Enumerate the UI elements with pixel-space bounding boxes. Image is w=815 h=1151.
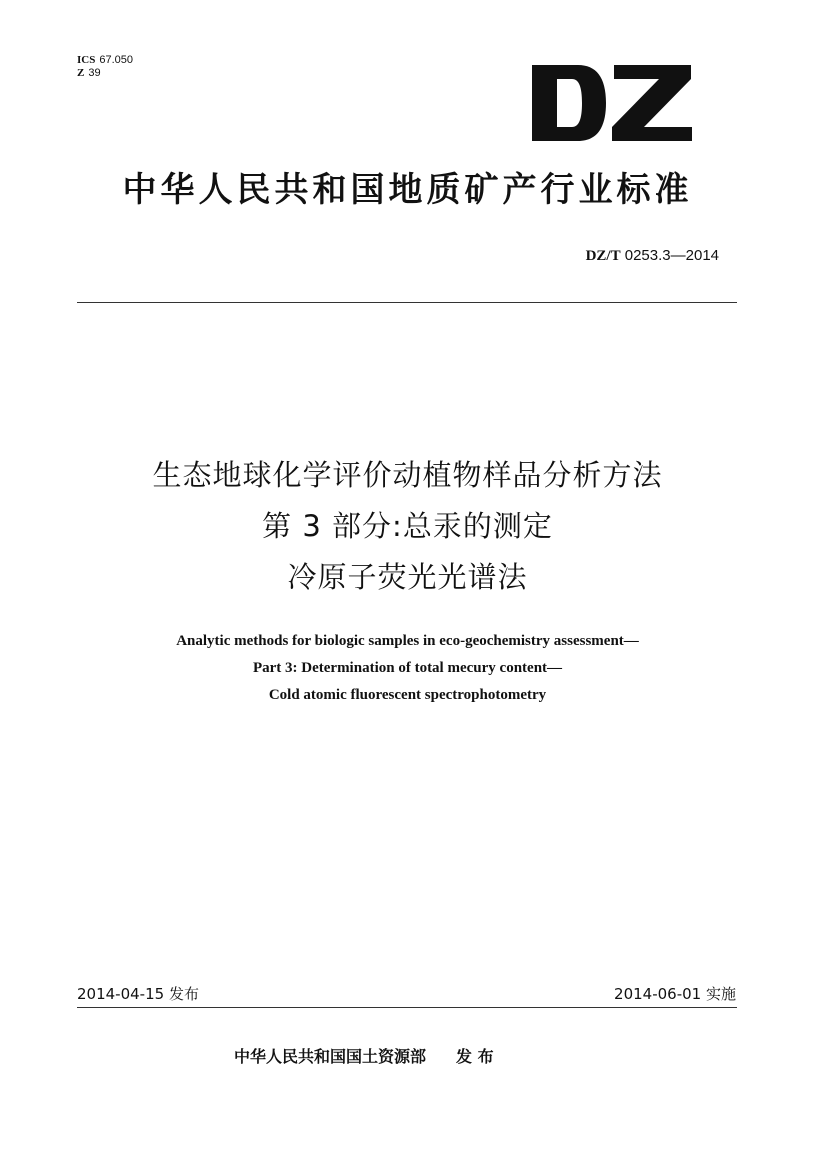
publisher-action: 发 布 — [456, 1047, 494, 1066]
title-en-line2: Part 3: Determination of total mecury content— — [252, 660, 563, 676]
title-cn-line1: 生态地球化学评价动植物样品分析方法 — [152, 458, 663, 492]
ics-code: 67.050 — [99, 54, 133, 66]
title-cn-line3: 冷原子荧光光谱法 — [287, 560, 528, 594]
dz-logo — [532, 65, 694, 141]
authority-title: 中华人民共和国地质矿产行业标准 — [122, 170, 693, 210]
effective-date: 2014-06-01 实施 — [614, 985, 736, 1003]
title-cn-line2: 第 3 部分:总汞的测定 — [262, 509, 553, 543]
title-en-line3: Cold atomic fluorescent spectrophotometry — [268, 687, 547, 703]
publisher-name: 中华人民共和国国土资源部 — [234, 1047, 427, 1066]
z-code-line — [77, 67, 101, 80]
ics-label: ICS — [77, 54, 96, 66]
z-code: 39 — [88, 67, 101, 79]
ics-code-line — [77, 54, 133, 67]
publisher-line — [234, 1047, 494, 1067]
standard-number — [586, 247, 719, 265]
standard-code: 0253.3—2014 — [624, 247, 719, 264]
bottom-divider — [77, 1007, 737, 1008]
issue-date: 2014-04-15 发布 — [77, 985, 199, 1003]
top-divider — [77, 302, 737, 303]
title-en-line1: Analytic methods for biologic samples in eco-geochemistry assessment— — [176, 633, 639, 649]
standard-prefix: DZ/T — [585, 248, 621, 264]
z-label: Z — [77, 67, 85, 79]
